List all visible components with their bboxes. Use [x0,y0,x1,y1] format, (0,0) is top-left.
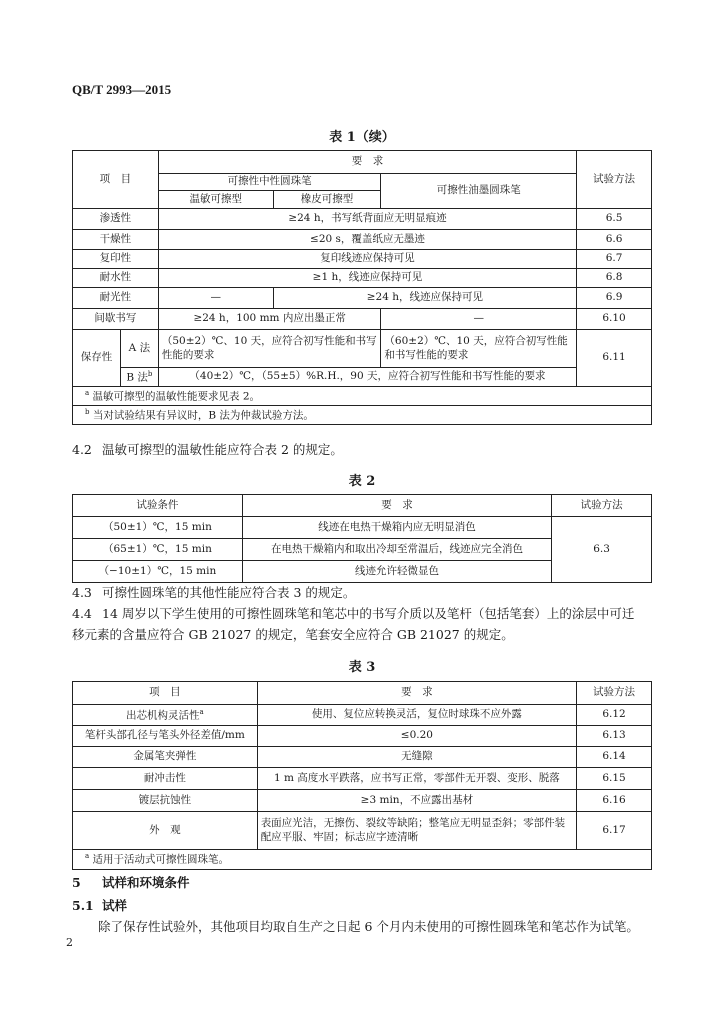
row-condition: （65±1）℃，15 min [73,539,243,561]
row-item: 间歇书写 [73,309,159,330]
table-row [73,269,652,288]
page-number: 2 [66,936,73,949]
table-row [73,309,652,330]
table-row [73,768,652,790]
row-method: 6.14 [577,747,652,768]
storage-a-oil-requirement: （60±2）℃、10 天，应符合初写性能和书写性能的要求 [381,330,577,368]
row-method: 6.6 [577,230,652,250]
row-item: 耐水性 [73,269,159,288]
table1 [72,150,652,425]
row-method: 6.13 [577,726,652,747]
row-requirement: 在电热干燥箱内和取出冷却至常温后，线迹应完全消色 [242,539,551,561]
row-item: 保存性 [73,330,121,387]
table1-caption: 表 1（续） [329,130,395,145]
row-item: 干燥性 [73,230,159,250]
row-requirement: ≥1 h，线迹应保持可见 [158,269,576,288]
row-item: 笔杆头部孔径与笔头外径差值/mm [73,726,258,747]
row-condition: （50±1）℃，15 min [73,517,243,539]
row-item: 金属笔夹弹性 [73,747,258,768]
footnote-marker: a [199,707,204,716]
storage-b-requirement: （40±2）℃，（55±5）%R.H.，90 天，应符合初写性能和书写性能的要求 [158,368,576,387]
table1-header-gel-pen: 可擦性中性圆珠笔 [158,174,381,191]
clause-number: 4.4 [72,606,92,621]
row-requirement-other: ≥24 h，线迹应保持可见 [273,288,576,309]
row-item [73,705,258,726]
row-method: 6.9 [577,288,652,309]
row-item: 渗透性 [73,209,159,230]
row-method: 6.11 [577,330,652,387]
section-title: 试样 [102,898,128,913]
row-requirement: 线迹允许轻微显色 [242,561,551,583]
table-row [73,250,652,269]
table1-header-thermo: 温敏可擦型 [158,191,273,209]
row-method: 6.12 [577,705,652,726]
row-requirement: ≥3 min，不应露出基材 [257,790,576,812]
table3-header-requirement: 要 求 [257,682,576,705]
table2-header-requirement: 要 求 [242,495,551,517]
note-text: 当对试验结果有异议时，B 法为仲裁试验方法。 [92,409,314,422]
storage-method-a-label: A 法 [120,330,158,368]
row-requirement-gel: ≥24 h，100 mm 内应出墨正常 [158,309,381,330]
footnote-marker: b [85,407,90,416]
footnote-marker: b [147,369,153,378]
row-requirement: ≤20 s，覆盖纸应无墨迹 [158,230,576,250]
row-requirement-oil: — [381,309,577,330]
clause-4-3 [72,582,654,603]
section-5-1-text: 除了保存性试验外，其他项目均取自生产之日起 6 个月内未使用的可擦性圆珠笔和笔芯作为试笔。 [98,919,639,934]
row-item: 耐冲击性 [73,768,258,790]
storage-a-gel-requirement: （50±2）℃、10 天，应符合初写性能和书写性能的要求 [158,330,381,368]
storage-method-b-label [120,368,158,387]
table3 [72,681,652,870]
row-item: 外 观 [73,812,258,850]
row-requirement: 复印线迹应保持可见 [158,250,576,269]
row-method: 6.8 [577,269,652,288]
table3-caption: 表 3 [348,660,376,675]
table1-header-rubber: 橡皮可擦型 [273,191,381,209]
row-requirement: ≤0.20 [257,726,576,747]
table1-header-oil-pen: 可擦性油墨圆珠笔 [381,174,577,209]
row-item: 耐光性 [73,288,159,309]
row-method: 6.7 [577,250,652,269]
table1-header-item: 项 目 [73,151,159,209]
section-number: 5.1 [72,898,94,913]
row-item: 复印性 [73,250,159,269]
table-row [73,230,652,250]
row-item: 镀层抗蚀性 [73,790,258,812]
section-5-1-heading [72,895,654,916]
table-row [73,517,652,539]
row-condition: （−10±1）℃，15 min [73,561,243,583]
row-method: 6.3 [552,517,652,583]
clause-4-2 [72,439,654,460]
row-item-text: 出芯机构灵活性 [126,709,200,722]
section-5-heading [72,872,654,893]
footnote-marker: a [85,852,90,861]
row-requirement: ≥24 h，书写纸背面应无明显痕迹 [158,209,576,230]
table1-header-method: 试验方法 [577,151,652,209]
table1-note-a [73,387,652,406]
clause-text: 可擦性圆珠笔的其他性能应符合表 3 的规定。 [102,585,356,600]
table-row [73,368,652,387]
clause-text: 温敏可擦型的温敏性能应符合表 2 的规定。 [102,442,343,457]
table2 [72,494,652,583]
note-text: 适用于活动式可擦性圆珠笔。 [92,853,230,866]
table-row [73,705,652,726]
row-requirement: 无缝隙 [257,747,576,768]
row-method: 6.5 [577,209,652,230]
table-row [73,747,652,768]
row-requirement: 1 m 高度水平跌落，应书写正常，零部件无开裂、变形、脱落 [257,768,576,790]
table3-note [73,850,652,870]
row-method: 6.15 [577,768,652,790]
table-row [73,726,652,747]
table-row [73,812,652,850]
clause-text-line1: 14 周岁以下学生使用的可擦性圆珠笔和笔芯中的书写介质以及笔杆（包括笔套）上的涂层中可迁 [102,606,635,621]
table2-caption: 表 2 [348,474,376,489]
clause-4-4 [72,603,654,624]
section-number: 5 [72,875,81,890]
clause-text-line2: 移元素的含量应符合 GB 21027 的规定，笔套安全应符合 GB 21027 的规定。 [72,627,514,642]
section-title: 试样和环境条件 [102,875,190,890]
table3-header-item: 项 目 [73,682,258,705]
storage-b-label-text: B 法 [126,371,148,384]
clause-number: 4.2 [72,442,92,457]
row-requirement: 线迹在电热干燥箱内应无明显消色 [242,517,551,539]
table1-note-b [73,406,652,425]
note-text: 温敏可擦型的温敏性能要求见表 2。 [92,390,261,403]
footnote-marker: a [85,388,90,397]
row-requirement: 表面应光洁，无擦伤、裂纹等缺陷；整笔应无明显歪斜；零部件装配应平服、牢固；标志应字迹清晰 [257,812,576,850]
table2-header-method: 试验方法 [552,495,652,517]
table-row [73,790,652,812]
table2-header-condition: 试验条件 [73,495,243,517]
table-row [73,288,652,309]
table1-header-requirement: 要 求 [158,151,576,174]
table-row [73,209,652,230]
row-method: 6.16 [577,790,652,812]
row-method: 6.10 [577,309,652,330]
table-row [73,330,652,368]
document-id: QB/T 2993—2015 [72,82,172,97]
clause-number: 4.3 [72,585,92,600]
row-requirement-thermo: — [158,288,273,309]
table3-header-method: 试验方法 [577,682,652,705]
clause-4-4-continued [72,624,654,645]
row-method: 6.17 [577,812,652,850]
row-requirement: 使用、复位应转换灵活，复位时球珠不应外露 [257,705,576,726]
